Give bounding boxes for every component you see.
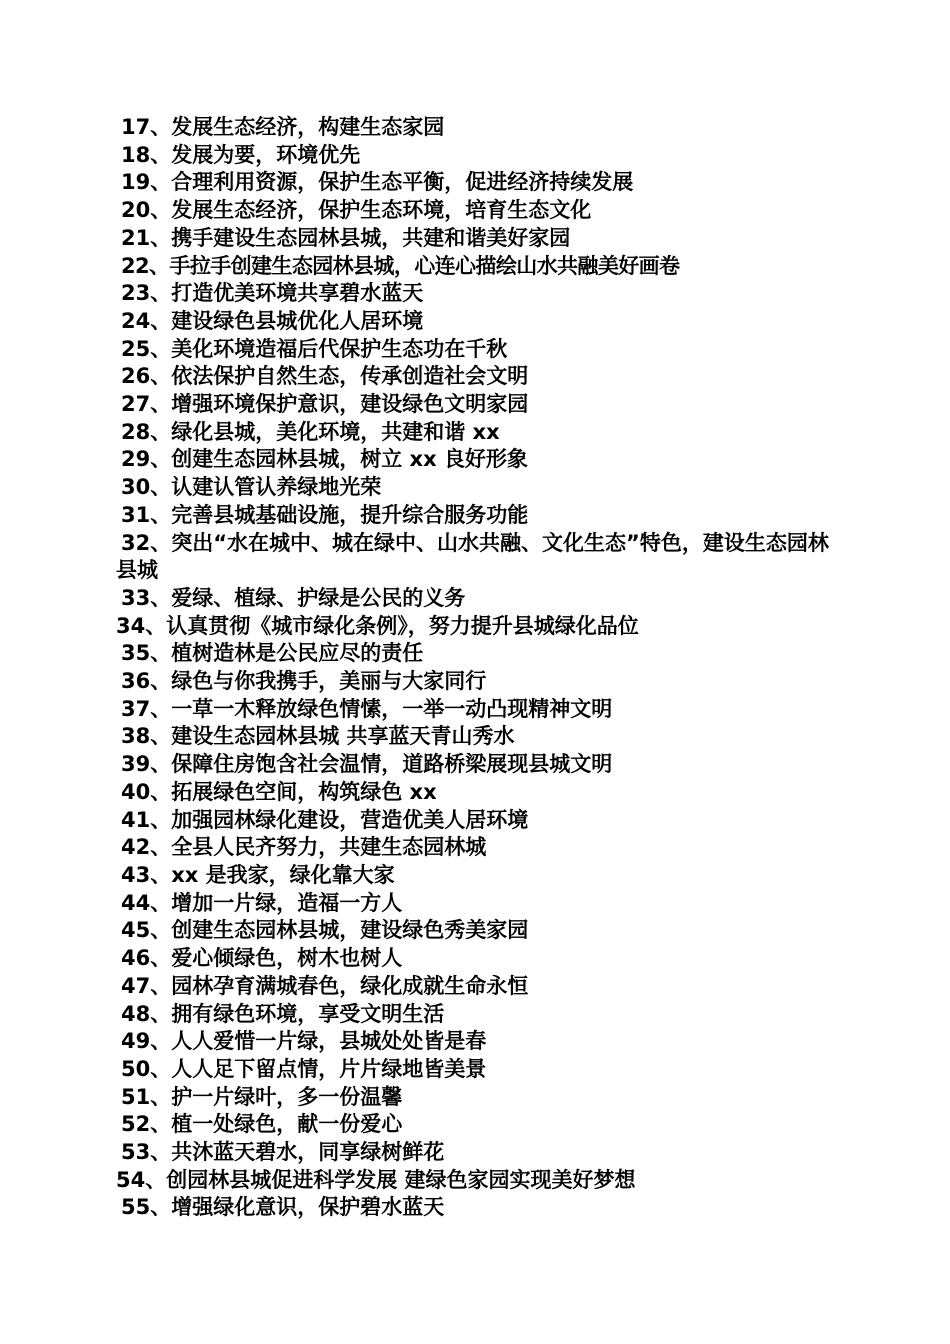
list-item: 18、发展为要，环境优先 <box>121 142 361 167</box>
list-item: 21、携手建设生态园林县城，共建和谐美好家园 <box>121 225 571 250</box>
list-item: 17、发展生态经济，构建生态家园 <box>121 115 445 139</box>
list-item: 47、园林孕育满城春色，绿化成就生命永恒 <box>121 973 529 998</box>
list-item: 31、完善县城基础设施，提升综合服务功能 <box>121 502 529 527</box>
list-item: 30、认建认管认养绿地光荣 <box>121 475 382 500</box>
list-item: 25、美化环境造福后代保护生态功在千秋 <box>121 336 508 361</box>
list-item: 46、爱心倾绿色，树木也树人 <box>121 946 403 971</box>
list-item: 22、手拉手创建生态园林县城，心连心描绘山水共融美好画卷 <box>121 253 680 278</box>
list-item: 54、创园林县城促进科学发展 建绿色家园实现美好梦想 <box>116 1167 636 1192</box>
list-item: 20、发展生态经济，保护生态环境，培育生态文化 <box>121 198 592 223</box>
list-item: 32、突出“水在城中、城在绿中、山水共融、文化生态”特色，建设生态园林县城 <box>116 530 829 583</box>
list-item: 37、一草一木释放绿色情愫，一举一动凸现精神文明 <box>121 696 613 721</box>
list-item: 42、全县人民齐努力，共建生态园林城 <box>121 835 487 860</box>
list-item: 38、建设生态园林县城 共享蓝天青山秀水 <box>121 724 515 749</box>
list-item: 44、增加一片绿，造福一方人 <box>121 890 403 915</box>
list-item: 24、建设绿色县城优化人居环境 <box>121 308 424 333</box>
list-item: 45、创建生态园林县城，建设绿色秀美家园 <box>121 918 529 943</box>
list-item: 43、xx 是我家，绿化靠大家 <box>121 862 395 887</box>
list-item: 41、加强园林绿化建设，营造优美人居环境 <box>121 807 529 832</box>
list-item: 19、合理利用资源，保护生态平衡，促进经济持续发展 <box>121 170 634 195</box>
list-item: 23、打造优美环境共享碧水蓝天 <box>121 281 424 306</box>
list-item: 27、增强环境保护意识，建设绿色文明家园 <box>121 392 529 417</box>
list-item: 48、拥有绿色环境，享受文明生活 <box>121 1001 445 1026</box>
list-item: 51、护一片绿叶，多一份温馨 <box>121 1084 403 1109</box>
list-item: 55、增强绿化意识，保护碧水蓝天 <box>121 1195 445 1220</box>
list-item: 50、人人足下留点情，片片绿地皆美景 <box>121 1056 487 1081</box>
list-item: 53、共沐蓝天碧水，同享绿树鲜花 <box>121 1140 445 1165</box>
list-item: 40、拓展绿色空间，构筑绿色 xx <box>121 779 437 804</box>
list-item: 34、认真贯彻《城市绿化条例》，努力提升县城绿化品位 <box>116 613 639 638</box>
slogan-list <box>116 114 836 1222</box>
list-item: 26、依法保护自然生态，传承创造社会文明 <box>121 364 529 389</box>
list-item: 49、人人爱惜一片绿，县城处处皆是春 <box>121 1029 487 1054</box>
list-item: 33、爱绿、植绿、护绿是公民的义务 <box>121 585 466 610</box>
list-item: 36、绿色与你我携手，美丽与大家同行 <box>121 669 487 694</box>
list-item: 52、植一处绿色，献一份爱心 <box>121 1112 403 1137</box>
list-item: 35、植树造林是公民应尽的责任 <box>121 641 424 666</box>
list-item: 39、保障住房饱含社会温情，道路桥梁展现县城文明 <box>121 752 613 777</box>
list-item: 29、创建生态园林县城，树立 xx 良好形象 <box>121 447 528 472</box>
list-item: 28、绿化县城，美化环境，共建和谐 xx <box>121 419 500 444</box>
